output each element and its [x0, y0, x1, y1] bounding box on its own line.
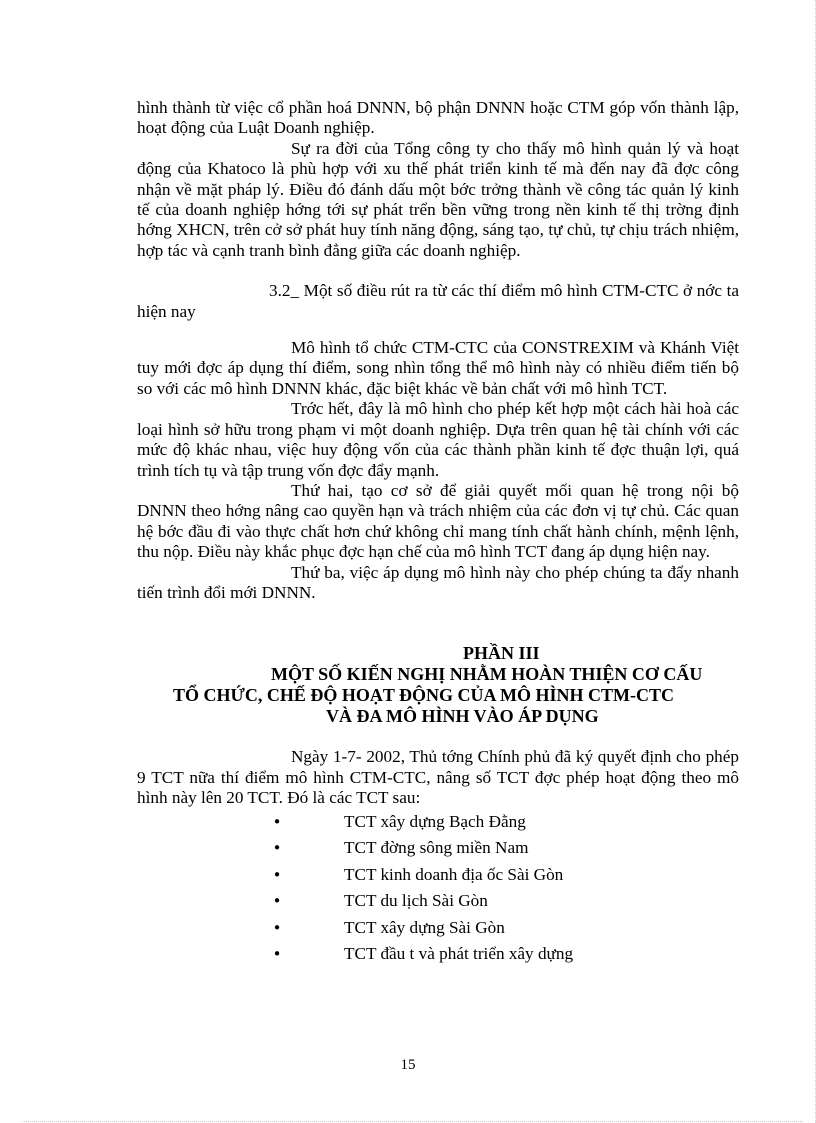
intro-paragraph: Ngày 1-7- 2002, Thủ tớng Chính phủ đã ký quyết định cho phép 9 TCT nữa thí điểm mô hình CTM-CTC, nâng số TCT đợc phép hoạt động theo mô hình này lên 20 TCT. Đó là các TCT sau:: [137, 747, 739, 808]
bullet-icon: •: [272, 812, 282, 831]
part-title-line-2: TỔ CHỨC, CHẾ ĐỘ HOẠT ĐỘNG CỦA MÔ HÌNH CTM-CTC: [173, 685, 675, 706]
bullet-icon: •: [272, 945, 282, 964]
bullet-icon: •: [272, 839, 282, 858]
list-item: • TCT du lịch Sài Gòn: [137, 888, 739, 915]
tct-list: [137, 809, 739, 968]
page-number: 15: [400, 1057, 416, 1073]
page-bottom-divider: [22, 1121, 803, 1122]
paragraph-2: Sự ra đời của Tổng công ty cho thấy mô hình quản lý và hoạt động của Khatoco là phù hợp với xu thế phát triển kinh tế mà đến nay đã đợc công nhận về mặt pháp lý. Điều đó đánh dấu một bớc trởng thành về công tác quản lý kinh tế của doanh nghiệp hớng tới sự phát trển bền vững trong nền kinh tế thị trờng định hớng XHCN, trên cở sở phát huy tính năng động, sáng tạo, tự chủ, tự chịu trách nhiệm, hợp tác và cạnh tranh bình đẳng giữa các doanh nghiệp.: [137, 138, 739, 260]
part-title-line-3: VÀ ĐA MÔ HÌNH VÀO ÁP DỤNG: [326, 706, 599, 727]
list-item: • TCT xây dựng Bạch Đằng: [137, 809, 739, 836]
paragraph-5: Thứ hai, tạo cơ sở để giải quyết mối quan hệ trong nội bộ DNNN theo hớng nâng cao quyền hạn và trách nhiệm của các đơn vị tự chủ. Các quan hệ bớc đầu đi vào thực chất hơn chứ không chỉ mang tính chất hành chính, mệnh lệnh, thu nộp. Điều này khắc phục đợc hạn chế của mô hình TCT đang áp dụng hiện nay.: [137, 480, 739, 562]
paragraph-4: Trớc hết, đây là mô hình cho phép kết hợp một cách hài hoà các loại hình sở hữu trong phạm vi một doanh nghiệp. Dựa trên quan hệ tài chính với các mức độ khác nhau, việc huy động vốn của các thành phần kinh tế đợc thuận lợi, quá trình tích tụ và tập trung vốn đợc đẩy mạnh.: [137, 399, 739, 480]
list-item: • TCT kinh doanh địa ốc Sài Gòn: [137, 862, 739, 889]
part-heading: [137, 643, 739, 727]
list-item: • TCT đầu t và phát triển xây dựng: [137, 941, 739, 968]
paragraph-3: Mô hình tổ chức CTM-CTC của CONSTREXIM và Khánh Việt tuy mới đợc áp dụng thí điểm, song nhìn tổng thể mô hình này có nhiều điểm tiến bộ so với các mô hình DNNN khác, đặc biệt khác về bản chất với mô hình TCT.: [137, 338, 739, 398]
paragraph-1: hình thành từ việc cổ phần hoá DNNN, bộ phận DNNN hoặc CTM góp vốn thành lập, hoạt động của Luật Doanh nghiệp.: [137, 98, 739, 138]
part-title-line-1: MỘT SỐ KIẾN NGHỊ NHẰM HOÀN THIỆN CƠ CẤU: [271, 664, 703, 685]
bullet-icon: •: [272, 892, 282, 911]
section-heading-3-2: 3.2_ Một số điều rút ra từ các thí điểm mô hình CTM-CTC ở nớc ta hiện nay: [137, 281, 739, 321]
list-item: • TCT xây dựng Sài Gòn: [137, 915, 739, 942]
page-content: [137, 98, 739, 968]
bullet-icon: •: [272, 865, 282, 884]
paragraph-6: Thứ ba, việc áp dụng mô hình này cho phép chúng ta đẩy nhanh tiến trình đổi mới DNNN.: [137, 562, 739, 602]
part-title: PHẦN III: [463, 643, 540, 664]
bullet-icon: •: [272, 918, 282, 937]
list-item: • TCT đờng sông miền Nam: [137, 835, 739, 862]
